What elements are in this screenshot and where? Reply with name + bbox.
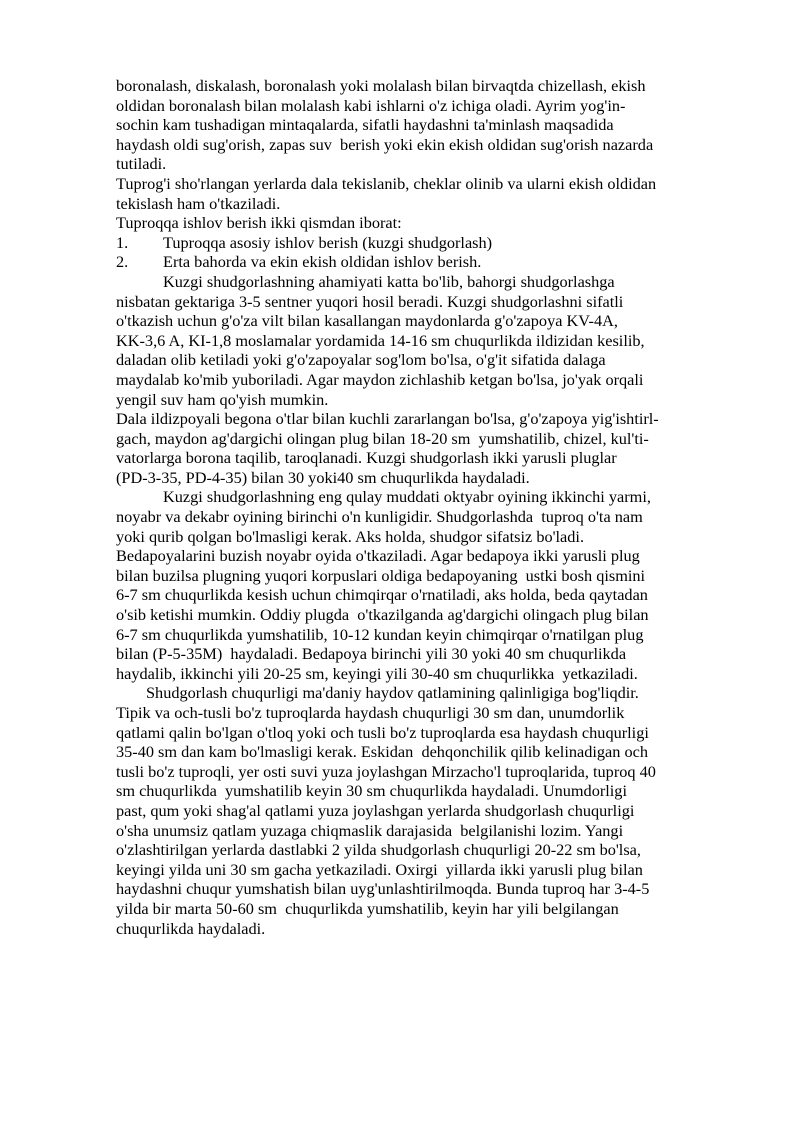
text-line: boronalash, diskalash, boronalash yoki molalash bilan birvaqtda chizellash, ekish xyxy=(116,76,646,95)
document-page xyxy=(116,76,746,938)
text-line: haydash oldi sug'orish, zapas suv berish yoki ekin ekish oldidan sug'orish nazarda xyxy=(116,134,654,154)
text-line: past, qum yoki shag'al qatlami yuza joylashgan yerlarda shudgorlash chuqurligi xyxy=(116,800,635,820)
text-line: yoki qurib qolgan bo'lmasligi kerak. Aks holda, shudgor sifatsiz bo'ladi. xyxy=(116,526,585,546)
text-line: tutiladi. xyxy=(116,154,167,174)
list-number: 1. xyxy=(116,232,129,252)
text-line: Tuproqqa ishlov berish ikki qismdan iborat: xyxy=(116,213,402,233)
text-line: KK-3,6 A, KI-1,8 moslamalar yordamida 14-16 sm chuqurlikda ildizidan kesilib, xyxy=(116,330,645,350)
text-line: chuqurlikda haydaladi. xyxy=(116,918,266,938)
text-line: yilda bir marta 50-60 sm chuqurlikda yumshatilib, keyin har yili belgilangan xyxy=(116,898,619,918)
text-line: maydalab ko'mib yuboriladi. Agar maydon zichlashib ketgan bo'lsa, jo'yak orqali xyxy=(116,369,644,389)
text-line: o'tkazish uchun g'o'za vilt bilan kasallangan maydonlarda g'o'zapoya KV-4A, xyxy=(116,311,618,331)
paragraph-first-line: Kuzgi shudgorlashning eng qulay muddati oktyabr oyining ikkinchi yarmi, xyxy=(163,487,651,507)
text-line: o'zlashtirilgan yerlarda dastlabki 2 yilda shudgorlash chuqurligi 20-22 sm bo'lsa, xyxy=(116,840,641,860)
text-line: 6-7 sm chuqurlikda yumshatilib, 10-12 kundan keyin chimqirqar o'rnatilgan plug xyxy=(116,624,644,644)
text-line: sochin kam tushadigan mintaqalarda, sifatli haydashni ta'minlash maqsadida xyxy=(116,115,614,135)
text-line: Tuprog'i sho'rlangan yerlarda dala tekislanib, cheklar olinib va ularni ekish oldidan xyxy=(116,173,657,193)
text-line: haydashni chuqur yumshatish bilan uyg'unlashtirilmoqda. Bunda tuproq har 3-4-5 xyxy=(116,879,650,899)
text-line: keyingi yilda uni 30 sm gacha yetkaziladi. Oxirgi yillarda ikki yarusli plug bilan xyxy=(116,859,643,879)
text-line: tekislash ham o'tkaziladi. xyxy=(116,193,281,213)
text-line: o'sha unumsiz qatlam yuzaga chiqmaslik darajasida belgilanishi lozim. Yangi xyxy=(116,820,624,840)
text-line: vatorlarga borona taqilib, taroqlanadi. Kuzgi shudgorlash ikki yarusli pluglar xyxy=(116,448,617,468)
text-line: Dala ildizpoyali begona o'tlar bilan kuchli zararlangan bo'lsa, g'o'zapoya yig'ishtirl- xyxy=(116,409,659,429)
text-line: tusli bo'z tuproqli, yer osti suvi yuza joylashgan Mirzacho'l tuproqlarida, tuproq 40 xyxy=(116,761,656,781)
text-line: 35-40 sm dan kam bo'lmasligi kerak. Eskidan dehqonchilik qilib kelinadigan och xyxy=(116,742,648,762)
text-line: oldidan boronalash bilan molalash kabi ishlarni o'z ichiga oladi. Ayrim yog'in- xyxy=(116,95,626,115)
text-line: o'sib ketishi mumkin. Oddiy plugda o'tkazilganda ag'dargichi olingach plug bilan xyxy=(116,605,649,625)
text-line: daladan olib ketiladi yoki g'o'zapoyalar sog'lom bo'lsa, o'g'it sifatida dalaga xyxy=(116,350,606,370)
text-line: yengil suv ham qo'yish mumkin. xyxy=(116,389,329,409)
text-line: nisbatan gektariga 3-5 sentner yuqori hosil beradi. Kuzgi shudgorlashni sifatli xyxy=(116,291,624,311)
list-number: 2. xyxy=(116,252,129,272)
list-item-text: Erta bahorda va ekin ekish oldidan ishlov berish. xyxy=(163,252,482,272)
text-line: qatlami qalin bo'lgan o'tloq yoki och tusli bo'z tuproqlarda esa haydash chuqurligi xyxy=(116,722,649,742)
text-line: Tipik va och-tusli bo'z tuproqlarda haydash chuqurligi 30 sm dan, unumdorlik xyxy=(116,703,625,722)
text-line: bilan (P-5-35M) haydaladi. Bedapoya birinchi yili 30 yoki 40 sm chuqurlikda xyxy=(116,644,627,664)
text-line: bilan buzilsa plugning yuqori korpuslari oldiga bedapoyaning ustki bosh qismini xyxy=(116,565,646,585)
list-item xyxy=(116,252,746,272)
text-line: noyabr va dekabr oyining birinchi o'n kunligidir. Shudgorlashda tuproq o'ta nam xyxy=(116,507,643,527)
paragraph-first-line: Shudgorlash chuqurligi ma'daniy haydov qatlamining qalinligiga bog'liqdir. xyxy=(146,683,639,703)
paragraph-first-line: Kuzgi shudgorlashning ahamiyati katta bo'lib, bahorgi shudgorlashga xyxy=(163,271,615,291)
list-item xyxy=(116,233,746,253)
text-line: sm chuqurlikda yumshatilib keyin 30 sm chuqurlikda haydaladi. Unumdorligi xyxy=(116,781,627,801)
text-line: (PD-3-35, PD-4-35) bilan 30 yoki40 sm chuqurlikda haydaladi. xyxy=(116,467,530,487)
text-line: Bedapoyalarini buzish noyabr oyida o'tkaziladi. Agar bedapoya ikki yarusli plug xyxy=(116,546,640,566)
text-line: haydalib, ikkinchi yili 20-25 sm, keyingi yili 30-40 sm chuqurlikka yetkaziladi. xyxy=(116,663,638,683)
list-item-text: Tuproqqa asosiy ishlov berish (kuzgi shudgorlash) xyxy=(163,232,493,252)
text-line: 6-7 sm chuqurlikda kesish uchun chimqirqar o'rnatiladi, aks holda, beda qaytadan xyxy=(116,585,648,605)
text-line: gach, maydon ag'dargichi olingan plug bilan 18-20 sm yumshatilib, chizel, kul'ti- xyxy=(116,428,649,448)
